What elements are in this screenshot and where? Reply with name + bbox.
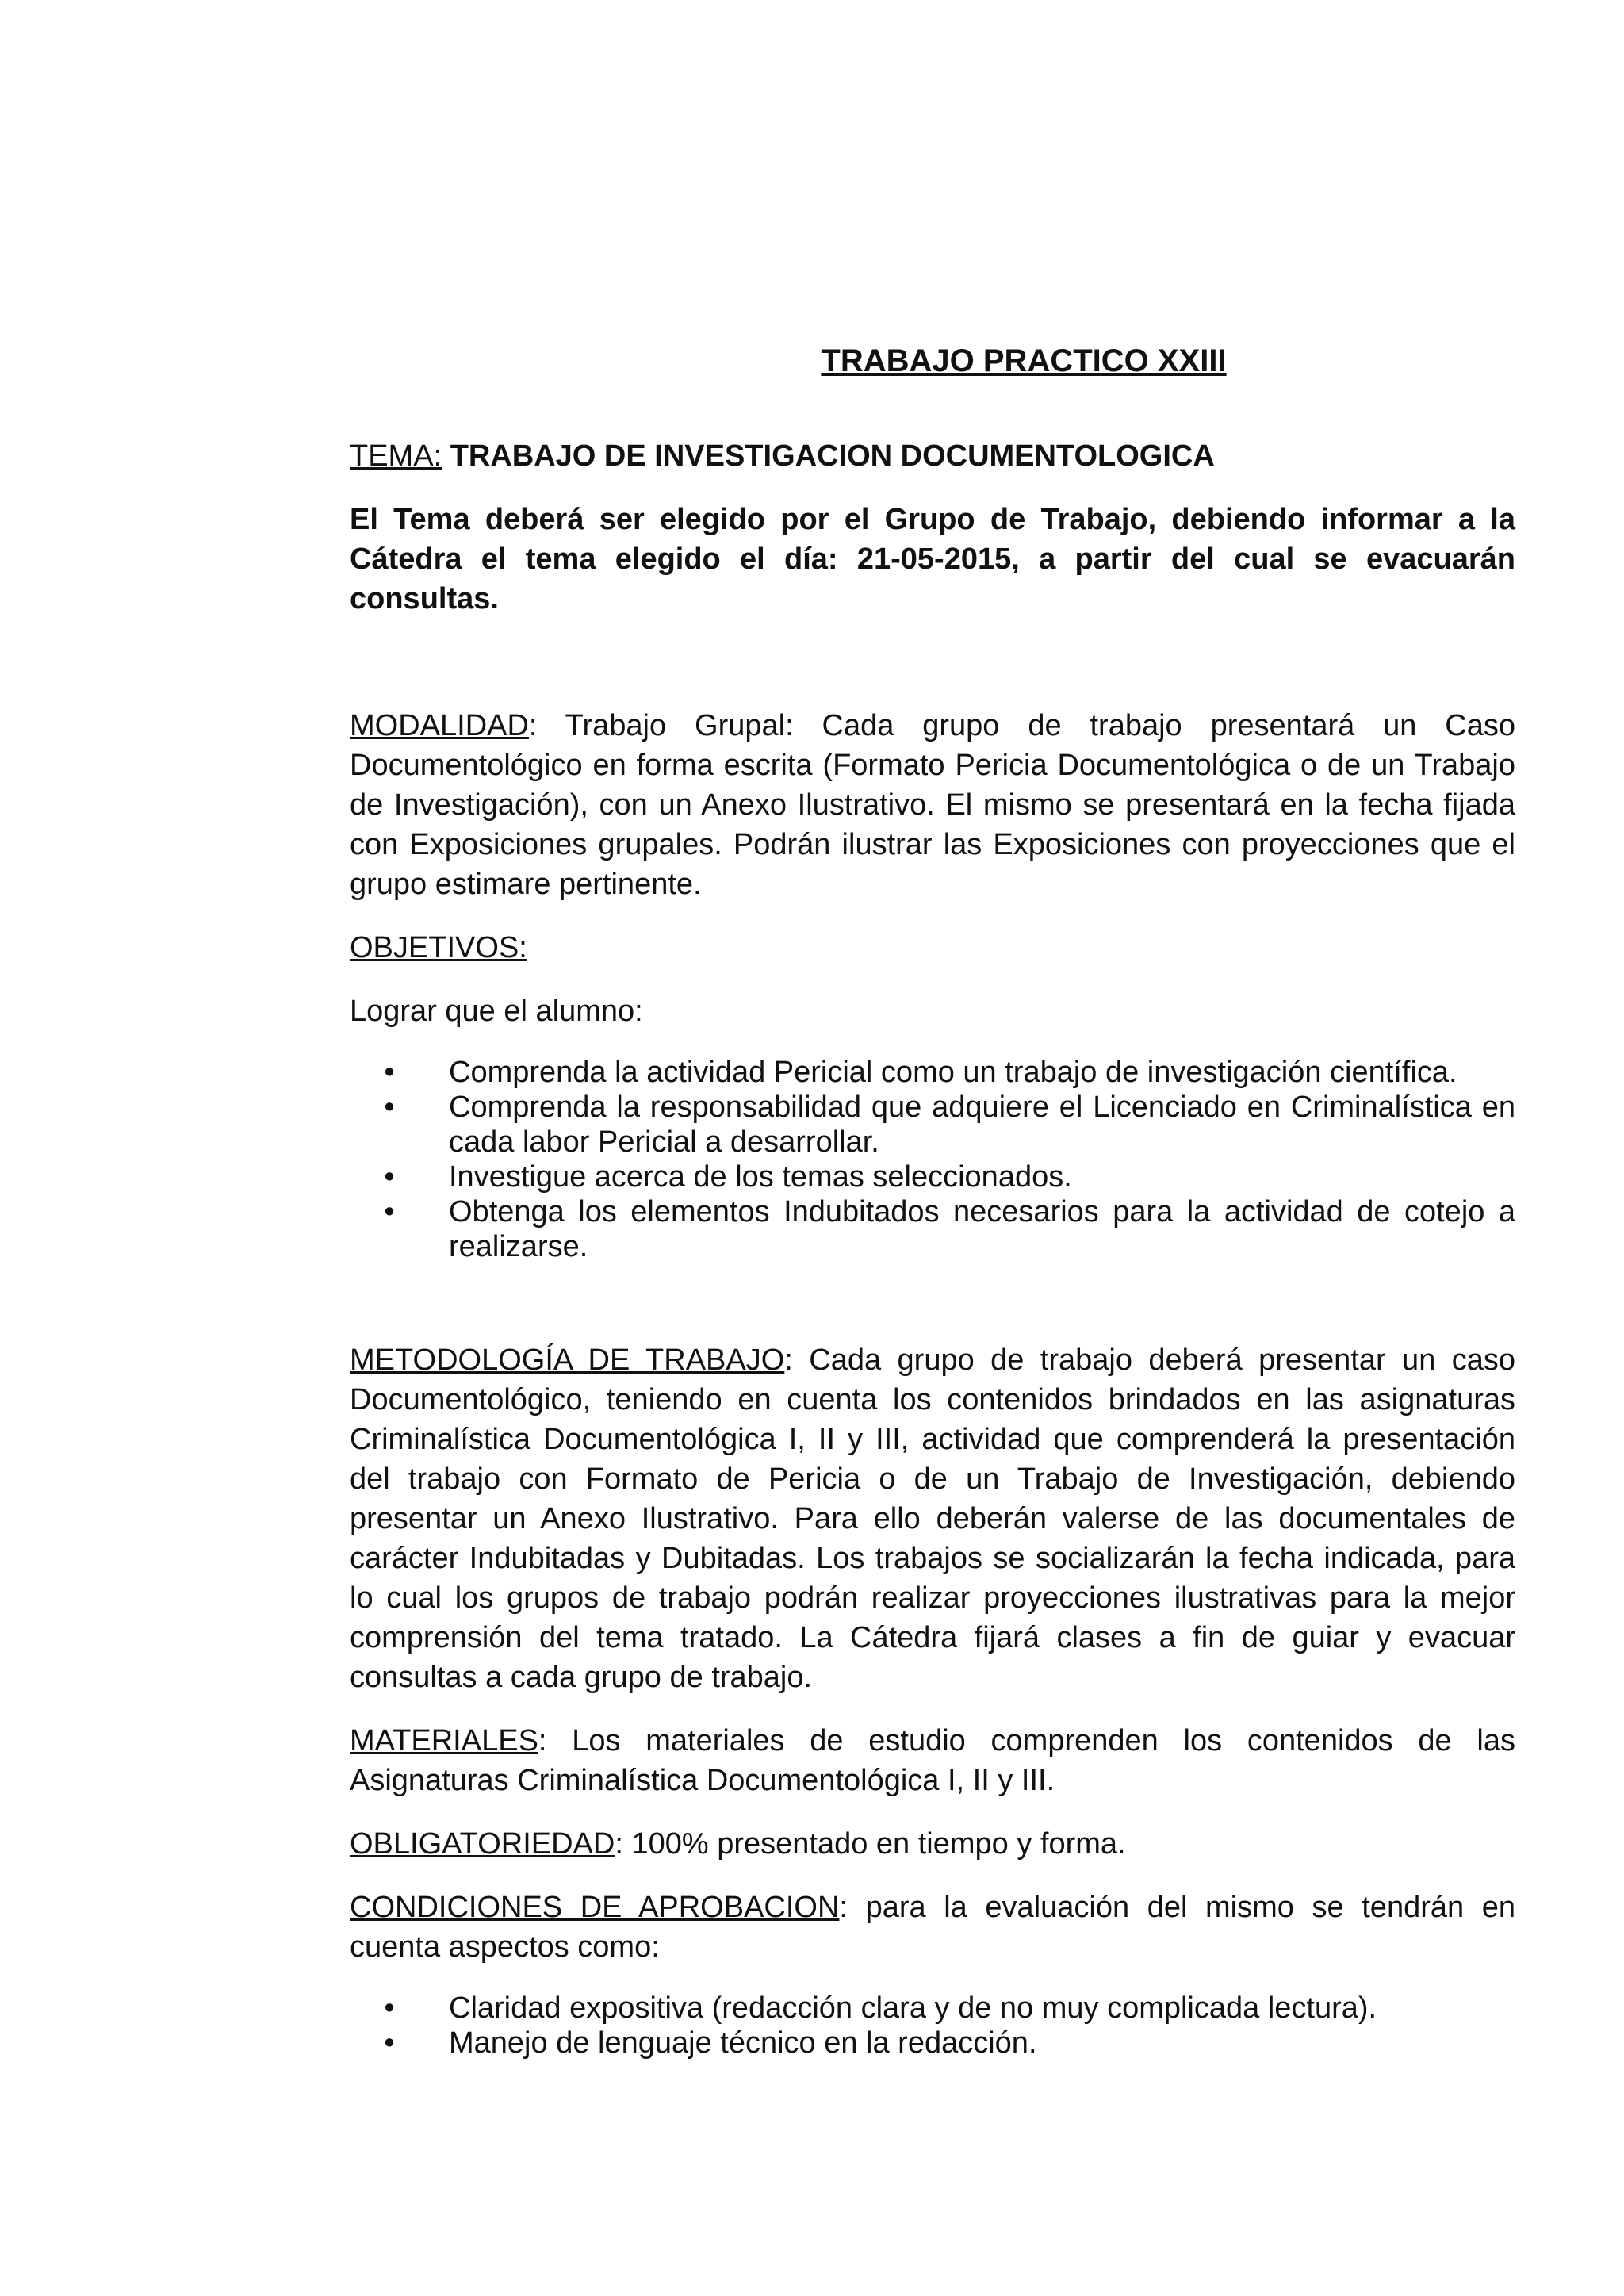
bullet-icon: • — [384, 1056, 395, 1089]
tema-label: TEMA: — [350, 439, 442, 473]
list-item-text: Claridad expositiva (redacción clara y de no muy complicada lectura). — [449, 1991, 1377, 2025]
condiciones-text: : para la evaluación del mismo se tendrán en cuenta aspectos como: — [350, 1891, 1515, 1964]
objetivos-lead: Lograr que el alumno: — [350, 995, 643, 1028]
bullet-icon: • — [384, 1195, 395, 1228]
materiales-paragraph — [350, 1721, 1515, 1800]
obligatoriedad-text: : 100% presentado en tiempo y forma. — [615, 1827, 1126, 1861]
tema-value: TRABAJO DE INVESTIGACION DOCUMENTOLOGICA — [450, 439, 1215, 473]
condiciones-paragraph — [350, 1888, 1515, 1967]
list-item-text: Investigue acerca de los temas seleccionados. — [449, 1160, 1072, 1194]
materiales-label: MATERIALES — [350, 1724, 538, 1757]
metodologia-label: METODOLOGÍA DE TRABAJO — [350, 1343, 785, 1377]
objetivos-heading — [350, 928, 1515, 968]
list-item-text: Comprenda la responsabilidad que adquiere el Licenciado en Criminalística en cada labor Pericial a desarrollar. — [449, 1091, 1515, 1159]
list-item — [350, 1055, 1515, 1090]
list-item — [350, 2026, 1515, 2060]
list-item-text: Manejo de lenguaje técnico en la redacción. — [449, 2026, 1037, 2060]
metodologia-text: : Cada grupo de trabajo deberá presentar un caso Documentológico, teniendo en cuenta los contenidos brindados en las asignaturas Criminalística Documentológica I, II y III, actividad que comprenderá la presentación del trabajo con Formato de Pericia o de un Trabajo de Investigación, debiendo presentar un Anexo Ilustrativo. Para ello deberán valerse de las documentales de carácter Indubitadas y Dubitadas. Los trabajos se socializarán la fecha indicada, para lo cual los grupos de trabajo podrán realizar proyecciones ilustrativas para la mejor comprensión del tema tratado. La Cátedra fijará clases a fin de guiar y evacuar consultas a cada grupo de trabajo. — [350, 1343, 1516, 1694]
list-item-text: Obtenga los elementos Indubitados necesarios para la actividad de cotejo a realizarse. — [449, 1195, 1515, 1263]
intro-paragraph: El Tema deberá ser elegido por el Grupo de Trabajo, debiendo informar a la Cátedra el tema elegido el día: 21-05-2015, a partir del cual se evacuarán consultas. — [350, 503, 1515, 615]
list-item — [350, 1991, 1515, 2026]
document-title: TRABAJO PRACTICO XXIII — [821, 343, 1227, 378]
objetivos-list — [350, 1055, 1515, 1264]
bullet-icon: • — [384, 1091, 395, 1124]
bullet-icon: • — [384, 2026, 395, 2060]
condiciones-list — [350, 1991, 1515, 2060]
bullet-icon: • — [384, 1991, 395, 2025]
list-item-text: Comprenda la actividad Pericial como un trabajo de investigación científica. — [449, 1056, 1457, 1089]
obligatoriedad-paragraph — [350, 1824, 1515, 1864]
objetivos-label: OBJETIVOS: — [350, 931, 527, 964]
materiales-text: : Los materiales de estudio comprenden los contenidos de las Asignaturas Criminalística Documentológica I, II y III. — [350, 1724, 1515, 1797]
modalidad-label: MODALIDAD — [350, 709, 529, 742]
list-item — [350, 1159, 1515, 1194]
list-item — [350, 1090, 1515, 1159]
tema-line — [350, 436, 1515, 476]
condiciones-label: CONDICIONES DE APROBACION — [350, 1891, 840, 1924]
obligatoriedad-label: OBLIGATORIEDAD — [350, 1827, 615, 1861]
document-content — [350, 339, 1515, 2060]
modalidad-paragraph — [350, 706, 1515, 904]
bullet-icon: • — [384, 1160, 395, 1194]
list-item — [350, 1194, 1515, 1264]
modalidad-text: : Trabajo Grupal: Cada grupo de trabajo presentará un Caso Documentológico en forma escrita (Formato Pericia Documentológica o de un Trabajo de Investigación), con un Anexo Ilustrativo. El mismo se presentará en la fecha fijada con Exposiciones grupales. Podrán ilustrar las Exposiciones con proyecciones que el grupo estimare pertinente. — [350, 709, 1515, 901]
metodologia-paragraph — [350, 1340, 1515, 1697]
